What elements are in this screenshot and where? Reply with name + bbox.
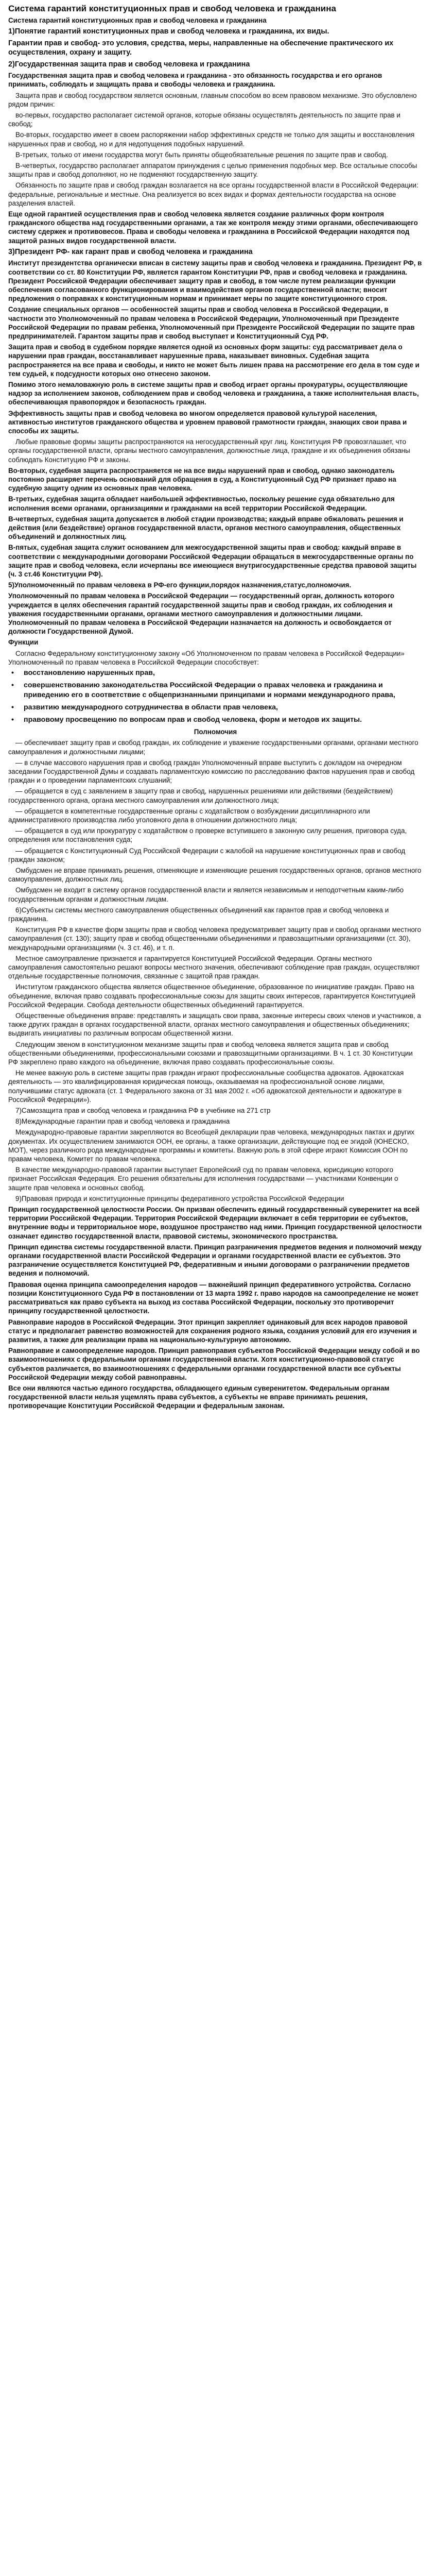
paragraph: Все они являются частью единого государства, обладающего единым суверенитетом. Федеральным органам государственной власти нельзя ущемлять права субъектов, а субъекты не вправе принимать решения, противоречащие Конституции Российской Федерации и федеральным законам. <box>8 1384 390 1410</box>
paragraph: Правовая оценка принципа самоопределения народов — важнейший принцип федеративного устройства. Согласно позиции Конституционного Суда РФ в постановлении от 13 марта 1992 г. право народов на самоопределение не может рассматриваться как право субъекта на выход из состава Российской Федерации, поскольку это противоречит принципу государственной целостности. <box>8 1280 419 1315</box>
paragraph: Система гарантий конституционных прав и свобод человека и гражданина <box>8 16 267 24</box>
paragraph: 7)Самозащита прав и свобод человека и гражданина РФ в учебнике на 271 стр <box>15 1107 271 1115</box>
document-body-continued <box>8 738 423 1410</box>
paragraph: Омбудсмен не вправе принимать решения, отменяющие и изменяющие решения государственных органов, органов местного самоуправления, должностных лиц. <box>8 866 422 884</box>
paragraph: Защита прав и свобод в судебном порядке является одной из основных форм защиты: суд рассматривает дела о нарушении прав граждан, восстанавливает нарушенные права, наказывает виновных. Судебная защита распространяется на все права и свободы, и никто не может быть лишен права на рассмотрение его дела в том суде и тем судьей, к подсудности которых оно отнесено законом. <box>8 343 420 378</box>
paragraph: Не менее важную роль в системе защиты прав граждан играют профессиональные сообщества адвокатов. Адвокатская деятельность — это квалифицированная юридическая помощь, оказываемая на профессиональной основе лицами, получившими статус адвоката (ст. 1 Федерального закона от 31 мая 2002 г. «Об адвокатской деятельности и адвокатуре в Российской Федерации»). <box>8 1069 404 1104</box>
paragraph: Гарантии прав и свобод- это условия, средства, меры, направленные на обеспечение практического их осуществления, охрану и защиту. <box>8 39 394 57</box>
paragraph: Еще одной гарантией осуществления прав и свобод человека является создание различных форм контроля гражданского общества над государственными органами, а так же контроля между этими органами, обеспечивающего систему сдержек и противовесов. Права и свободы человека и гражданина в Российской Федерации находятся под защитой разных видов государственной власти. <box>8 210 418 245</box>
paragraph: Любые правовые формы защиты распространяются на негосударственный круг лиц. Конституция РФ провозглашает, что органы государственной власти, органы местного самоуправления, должностные лица, граждане и их объединения обязаны соблюдать Конституцию РФ и законы. <box>8 438 410 464</box>
paragraph: 5)Уполномоченный по правам человека в РФ-его функции,порядок назначения,статус,полномочия. <box>8 581 352 589</box>
function-list <box>8 668 423 724</box>
paragraph: Защита прав и свобод государством является основным, главным способом во всем правовом механизме. Это обусловлено рядом причин: <box>8 91 417 108</box>
section-heading: Полномочия <box>194 728 237 736</box>
paragraph: — в случае массового нарушения прав и свобод граждан Уполномоченный вправе выступить с докладом на очередном заседании Государственной Думы и создавать парламентскую комиссию по расследованию фактов нарушения прав и свобод граждан и о проведении парламентских слушаний; <box>8 758 415 785</box>
paragraph: Во-вторых, государство имеет в своем распоряжении набор эффективных средств не только для защиты и восстановления нарушенных прав и свобод, но и для недопущения подобных нарушений. <box>8 131 415 148</box>
paragraph: Во-вторых, судебная защита распространяется не на все виды нарушений прав и свобод, однако законодатель постоянно расширяет перечень оснований для обращения в суд, а Конституционный Суд РФ признает право на судебную защиту одним из основных прав человека. <box>8 466 396 493</box>
list-item-text: восстановлению нарушенных прав, <box>24 669 155 677</box>
paragraph: — обращается с Конституционный Суд Российской Федерации с жалобой на нарушение конституционных прав и свобод граждан законом; <box>8 846 406 863</box>
bullet-icon: • <box>11 703 14 711</box>
paragraph: В-третьих, судебная защита обладает наибольшей эффективностью, поскольку решение суда обязательно для исполнения всеми органами, организациями и гражданами на всей территории Российской Федерации. <box>8 495 395 512</box>
paragraph: Принцип единства системы государственной власти. Принцип разграничения предметов ведения и полномочий между органами государственной власти Российской Федерации и органами государственной власти ее субъектов. Это разграничение осуществляется Конституцией РФ, федеративным и иными договорами о разграничении предметов ведения и полномочий. <box>8 1243 422 1278</box>
paragraph: Обязанность по защите прав и свобод граждан возлагается на все органы государственной власти в Российской Федерации: федеральные, региональные и местные. Она реализуется во всех видах и формах деятельности государства на основе разделения властей. <box>8 181 418 207</box>
bullet-icon: • <box>11 715 14 724</box>
paragraph: В-четвертых, судебная защита допускается в любой стадии производства; каждый вправе обжаловать решения и действия (или бездействие) органов государственной власти, органов местного самоуправления, общественных объединений и должностных лиц. <box>8 515 404 541</box>
paragraph: 1)Понятие гарантий конституционных прав и свобод человека и гражданина, их виды. <box>8 27 329 36</box>
paragraph: 2)Государственная защита прав и свобод человека и гражданина <box>8 60 250 69</box>
paragraph: Помимо этого немаловажную роль в системе защиты прав и свобод играет органы прокуратуры, осуществляющие надзор за исполнением законов, соблюдением прав и свобод человека и гражданина, а также исполнительная власть, обеспечивающая правопорядок и безопасность граждан. <box>8 381 419 406</box>
paragraph: В-четвертых, государство располагает аппаратом принуждения с целью применения подобных мер. Все остальные способы защиты прав и свобод дополняют, но не подменяют государственную защиту. <box>8 162 417 179</box>
paragraph: Эффективность защиты прав и свобод человека во многом определяется правовой культурой населения, активностью институтов гражданского общества и уровнем правовой грамотности граждан, знающих свои права и способы их защиты. <box>8 409 407 435</box>
paragraph: Международно-правовые гарантии закрепляются во Всеобщей декларации прав человека, международных пактах и других документах. Их осуществлением занимаются ООН, ее органы, а также организации, действующие под ее эгидой (ЮНЕСКО, МОТ), через различного рода международные программы и комитеты. Важную роль в этой сфере играют Комиссия ООН по правам человека, Комитет по правам человека. <box>8 1128 414 1163</box>
paragraph: Омбудсмен не входит в систему органов государственной власти и является независимым и неподотчетным каким-либо государственным органам и должностным лицам. <box>8 886 404 903</box>
paragraph: — обращается в компетентные государственные органы с ходатайством о возбуждении дисциплинарного или административного производства либо уголовного дела в отношении должностного лица; <box>8 807 370 824</box>
paragraph: Согласно Федеральному конституционному закону «Об Уполномоченном по правам человека в Российской Федерации» Уполномоченный по правам человека в Российской Федерации способствует: <box>8 649 405 666</box>
paragraph: Государственная защита прав и свобод человека и гражданина - это обязанность государства и его органов принимать, соблюдать и защищать права и свободы человека и гражданина. <box>8 72 382 89</box>
paragraph: Институт президентства органически вписан в систему защиты прав и свобод человека и гражданина. Президент РФ, в соответствии со ст. 80 Конституции РФ, является гарантом Конституции РФ, прав и свобод человека и гражданина. Президент Российской Федерации обеспечивает защиту прав и свобод, в том числе путем реализации функции обеспечения согласованного функционирования и взаимодействия органов государственной власти; вносит предложения о поправках к конституционным нормам и принимает меры по защите конституционного строя. <box>8 259 422 303</box>
paragraph: Уполномоченный по правам человека в Российской Федерации — государственный орган, должность которого учреждается в целях обеспечения гарантий государственной защиты прав и свобод граждан, их соблюдения и уважения государственными органами, органами местного самоуправления и должностными лицами. Уполномоченный по правам человека в Российской Федерации назначается на должность и освобождается от должности Государственной Думой. <box>8 592 394 636</box>
bullet-icon: • <box>11 669 14 677</box>
paragraph: во-первых, государство располагает системой органов, которые обязаны осуществлять деятельность по защите прав и свобод; <box>8 111 400 128</box>
paragraph: Создание специальных органов — особенностей защиты прав и свобод человека в Российской Федерации, в частности это Уполномоченный по правам человека в Российской Федерации, Уполномоченный при Президенте Российской Федерации по правам ребенка, Уполномоченный при Президенте Российской Федерации по защите прав предпринимателей. Гарантом защиты прав и свобод выступает и Конституционный Суд РФ. <box>8 306 415 340</box>
paragraph: Следующим звеном в конституционном механизме защиты прав и свобод человека является защита прав и свобод общественными объединениями, профессиональными союзами и правозащитными организациями. В ч. 1 ст. 30 Конституции РФ закреплено право каждого на объединение, включая право создавать профессиональные союзы. <box>8 1040 413 1066</box>
page-title: Система гарантий конституционных прав и свобод человека и гражданина <box>8 4 336 13</box>
paragraph: — обращается в суд с заявлением в защиту прав и свобод, нарушенных решениями или действиями (бездействием) государственного органа, органа местного самоуправления или должностного лица; <box>8 787 393 804</box>
list-item <box>8 681 423 699</box>
paragraph: Принцип государственной целостности России. Он призван обеспечить единый государственный суверенитет на всей территории Российской Федерации. Территория Российской Федерации включает в себя территории ее субъектов, внутренние воды и территориальное море, воздушное пространство над ними. Принцип государственной целостности означает единство государственной власти, правовой системы, экономического пространства. <box>8 1206 422 1240</box>
paragraph: В качестве международно-правовой гарантии выступает Европейский суд по правам человека, юрисдикцию которого признает Российская Федерация. Его решения обязательны для исполнения государствами — участниками Конвенции о защите прав человека и основных свобод. <box>8 1166 398 1192</box>
list-item-text: совершенствованию законодательства Российской Федерации о правах человека и гражданина и приведению его в соответствие с общепризнанными принципами и нормами международного права, <box>24 681 395 699</box>
paragraph: 9)Правовая природа и конституционные принципы федеративного устройства Российской Федерации <box>15 1194 344 1202</box>
paragraph: 8)Международные гарантии прав и свобод человека и гражданина <box>15 1117 230 1126</box>
list-item-text: правовому просвещению по вопросам прав и свобод человека, форм и методов их защиты. <box>24 715 362 724</box>
list-item-text: развитию международного сотрудничества в области прав человека, <box>24 703 278 711</box>
paragraph: 6)Субъекты системы местного самоуправления общественных объединений как гарантов прав и свобод человека и гражданина. <box>8 906 389 923</box>
paragraph: Общественные объединения вправе: представлять и защищать свои права, законные интересы своих членов и участников, а также других граждан в органах государственной власти, органах местного самоуправления и общественных объединениях; выдвигать инициативы по различным вопросам общественной жизни. <box>8 1012 421 1038</box>
paragraph: 3)Президент РФ- как гарант прав и свобод человека и гражданина <box>8 247 253 256</box>
list-item <box>8 703 423 712</box>
list-item <box>8 668 423 677</box>
list-item <box>8 715 423 724</box>
paragraph: Функции <box>8 638 39 647</box>
paragraph: — обеспечивает защиту прав и свобод граждан, их соблюдение и уважение государственными органами, органами местного самоуправления и должностными лицами; <box>8 739 418 756</box>
paragraph: Местное самоуправление признается и гарантируется Конституцией Российской Федерации. Органы местного самоуправления самостоятельно решают вопросы местного значения, обеспечивают соблюдение прав граждан, осуществляют отдельные государственные полномочия, связанные с защитой прав граждан. <box>8 954 420 980</box>
paragraph: В-пятых, судебная защита служит основанием для межгосударственной защиты прав и свобод: каждый вправе в соответствии с международными договорами Российской Федерации обращаться в межгосударственные органы по защите прав и свобод человека, если исчерпаны все имеющиеся внутригосударственные средства правовой защиты (ч. 3 ст.46 Конституции РФ). <box>8 544 417 579</box>
document-body <box>8 16 423 667</box>
paragraph: В-третьих, только от имени государства могут быть приняты общеобязательные решения по защите прав и свобод. <box>15 150 388 159</box>
paragraph: Конституция РФ в качестве форм защиты прав и свобод человека предусматривает защиту прав и свобод органами местного самоуправления (ст. 130); защиту прав и свобод общественными объединениями и правозащитными организациями (ст. 30), международными организациями (ч. 3 ст. 46), и т. п. <box>8 926 421 952</box>
paragraph: — обращается в суд или прокуратуру с ходатайством о проверке вступившего в законную силу решения, приговора суда, определения или постановления суда; <box>8 827 407 844</box>
paragraph: Равноправие народов в Российской Федерации. Этот принцип закрепляет одинаковый для всех народов правовой статус и предполагает равенство возможностей для сохранения родного языка, создания условий для его изучения и развития, а также для реализации права на национально-культурную автономию. <box>8 1318 417 1344</box>
paragraph: Институтом гражданского общества является общественное объединение, образованное по инициативе граждан. Право на объединение, включая право создавать профессиональные союзы для защиты своих интересов, гарантируется Конституцией Российской Федерации. Свобода деятельности общественных объединений гарантируется. <box>8 983 415 1009</box>
paragraph: Равноправие и самоопределение народов. Принцип равноправия субъектов Российской Федерации между собой и во взаимоотношениях с федеральными органами государственной власти. Хотя конституционно-правовой статус субъектов различается, во взаимоотношениях с федеральными органами государственной власти все субъекты Российской Федерации между собой равноправны. <box>8 1347 420 1381</box>
bullet-icon: • <box>11 681 14 690</box>
